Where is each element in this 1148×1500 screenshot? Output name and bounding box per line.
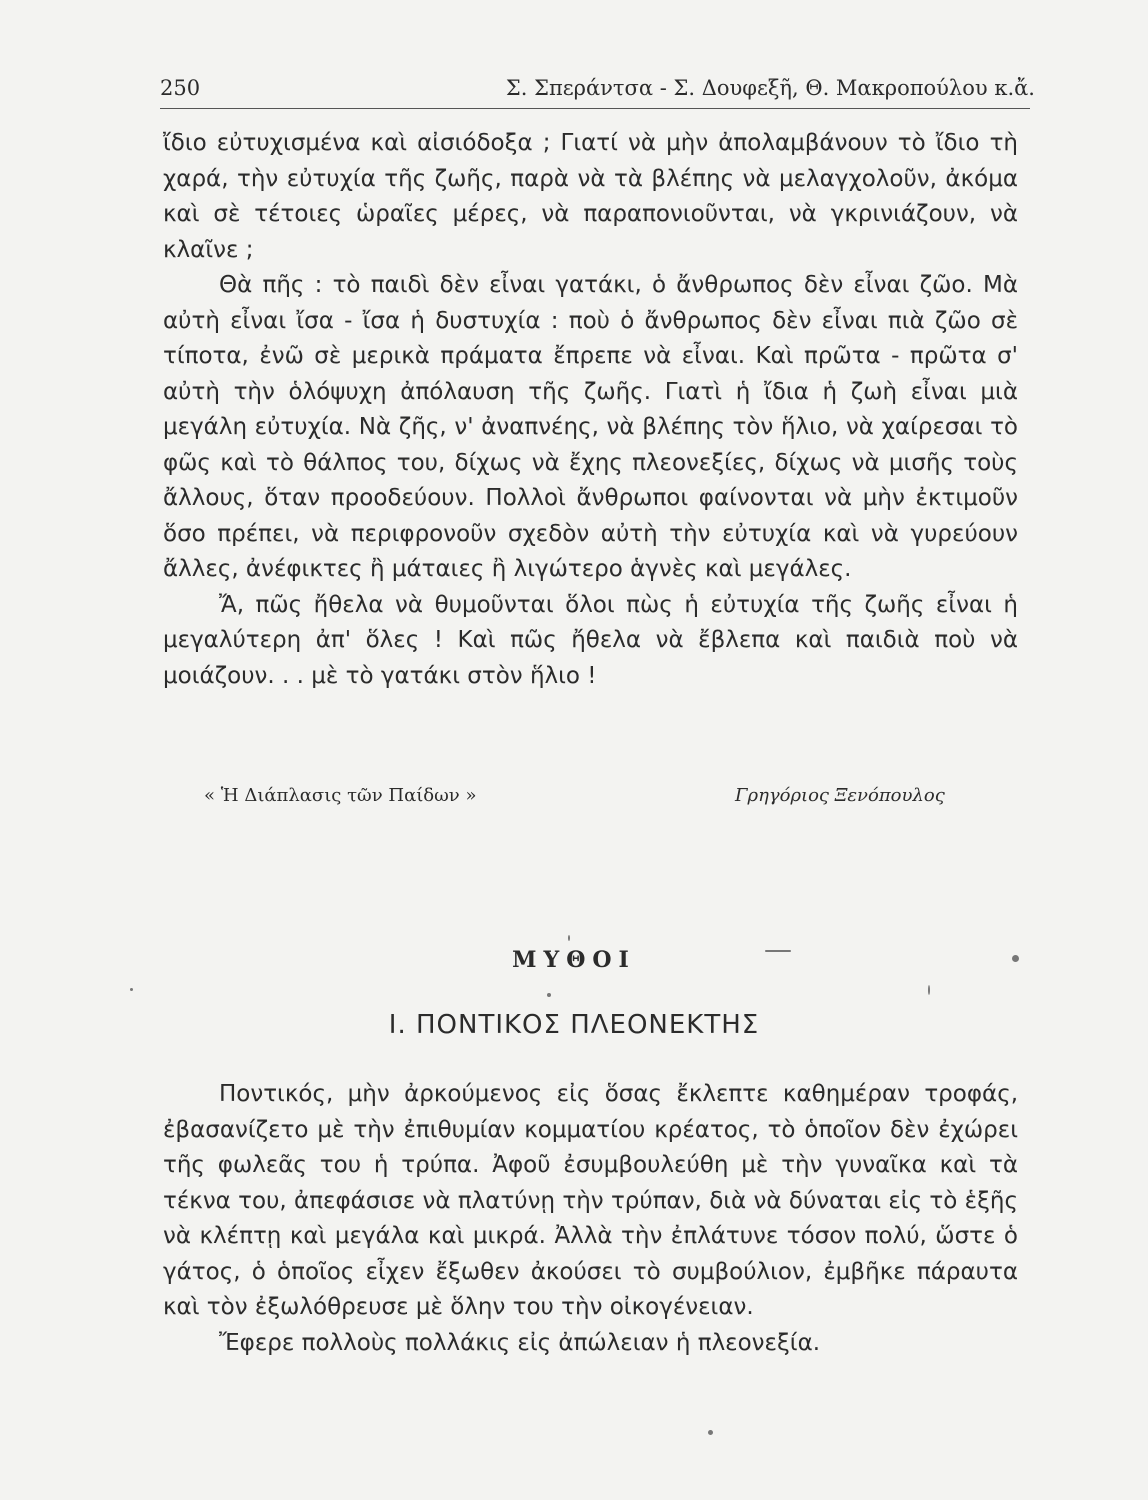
page-number: 250 (160, 76, 201, 100)
scan-speck (708, 1430, 713, 1435)
citation-source: « Ἡ Διάπλασις τῶν Παίδων » (204, 785, 477, 806)
article-paragraph: ἴδιο εὐτυχισμένα καὶ αἰσιόδοξα ; Γιατί νὰ μὴν ἀπολαμβάνουν τὸ ἴδιο τὴ χαρά, τὴν εὐτυχία τῆς ζωῆς, παρὰ νὰ τὰ βλέπης νὰ μελαγχολοῦν, ἀκόμα καὶ σὲ τέτοιες ὡραῖες μέρες, νὰ παραπονιοῦνται, νὰ γκρινιάζουν, νὰ κλαῖνε ; (163, 130, 1018, 263)
scan-speck (130, 988, 133, 991)
scan-speck (765, 950, 791, 952)
citation-author: Γρηγόριος Ξενόπουλος (735, 785, 945, 806)
scan-speck (1012, 955, 1019, 962)
citation (0, 785, 1148, 815)
scan-speck (928, 985, 930, 995)
fable-text (163, 1077, 1018, 1361)
fable-paragraph: Ποντικός, μὴν ἀρκούμενος εἰς ὅσας ἔκλεπτε καθημέραν τροφάς, ἐβασανίζετο μὲ τὴν ἐπιθυμίαν κομματίου κρέατος, τὸ ὁποῖον δὲν ἐχώρει τῆς φωλεᾶς του ἡ τρύπα. Ἀφοῦ ἐσυμβουλεύθη μὲ τὴν γυναῖκα καὶ τὰ τέκνα του, ἀπεφάσισε νὰ πλατύνῃ τὴν τρύπαν, διὰ νὰ δύναται εἰς τὸ ἑξῆς νὰ κλέπτῃ καὶ μεγάλα καὶ μικρά. Ἀλλὰ τὴν ἐπλάτυνε τόσον πολύ, ὥστε ὁ γάτος, ὁ ὁποῖος εἶχεν ἔξωθεν ἀκούσει τὸ συμβούλιον, ἐμβῆκε πάραυτα καὶ τὸν ἐξωλόθρευσε μὲ ὅλην του τὴν οἰκογένειαν. (163, 1081, 1018, 1320)
running-title: Σ. Σπεράντσα - Σ. Δουφεξῆ, Θ. Μακροπούλου κ.ἄ. (505, 76, 1035, 100)
article-text (163, 126, 1018, 694)
scan-speck (547, 993, 551, 997)
section-title: ΜΥΘΟΙ (512, 947, 636, 973)
page-header (160, 72, 1035, 112)
fable-moral: Ἔφερε πολλοὺς πολλάκις εἰς ἀπώλειαν ἡ πλεονεξία. (219, 1329, 821, 1356)
header-rule (160, 108, 1030, 109)
article-paragraph: Θὰ πῆς : τὸ παιδὶ δὲν εἶναι γατάκι, ὁ ἄνθρωπος δὲν εἶναι ζῶο. Μὰ αὐτὴ εἶναι ἴσα - ἴσα ἡ δυστυχία : ποὺ ὁ ἄνθρωπος δὲν εἶναι πιὰ ζῶο σὲ τίποτα, ἐνῶ σὲ μερικὰ πράματα ἔπρεπε νὰ εἶναι. Καὶ πρῶτα - πρῶτα σ' αὐτὴ τὴν ὁλόψυχη ἀπόλαυση τῆς ζωῆς. Γιατὶ ἡ ἴδια ἡ ζωὴ εἶναι μιὰ μεγάλη εὐτυχία. Νὰ ζῆς, ν' ἀναπνέης, νὰ βλέπης τὸν ἥλιο, νὰ χαίρεσαι τὸ φῶς καὶ τὸ θάλπος του, δίχως νὰ ἔχης πλεονεξίες, δίχως νὰ μισῆς τοὺς ἄλλους, ὅταν προοδεύουν. Πολλοὶ ἄνθρωποι φαίνονται νὰ μὴν ἐκτιμοῦν ὅσο πρέπει, νὰ περιφρονοῦν σχεδὸν αὐτὴ τὴν εὐτυχία καὶ νὰ γυρεύουν ἄλλες, ἀνέφικτες ἢ μάταιες ἢ λιγώτερο ἁγνὲς καὶ μεγάλες. (163, 272, 1018, 582)
scan-speck (568, 935, 570, 941)
article-paragraph: Ἄ, πῶς ἤθελα νὰ θυμοῦνται ὅλοι πὼς ἡ εὐτυχία τῆς ζωῆς εἶναι ἡ μεγαλύτερη ἀπ' ὅλες ! Καὶ πῶς ἤθελα νὰ ἔβλεπα καὶ παιδιὰ ποὺ νὰ μοιάζουν. . . μὲ τὸ γατάκι στὸν ἥλιο ! (163, 591, 1018, 689)
fable-title: Ι. ΠΟΝΤΙΚΟΣ ΠΛΕΟΝΕΚΤΗΣ (388, 1010, 760, 1040)
